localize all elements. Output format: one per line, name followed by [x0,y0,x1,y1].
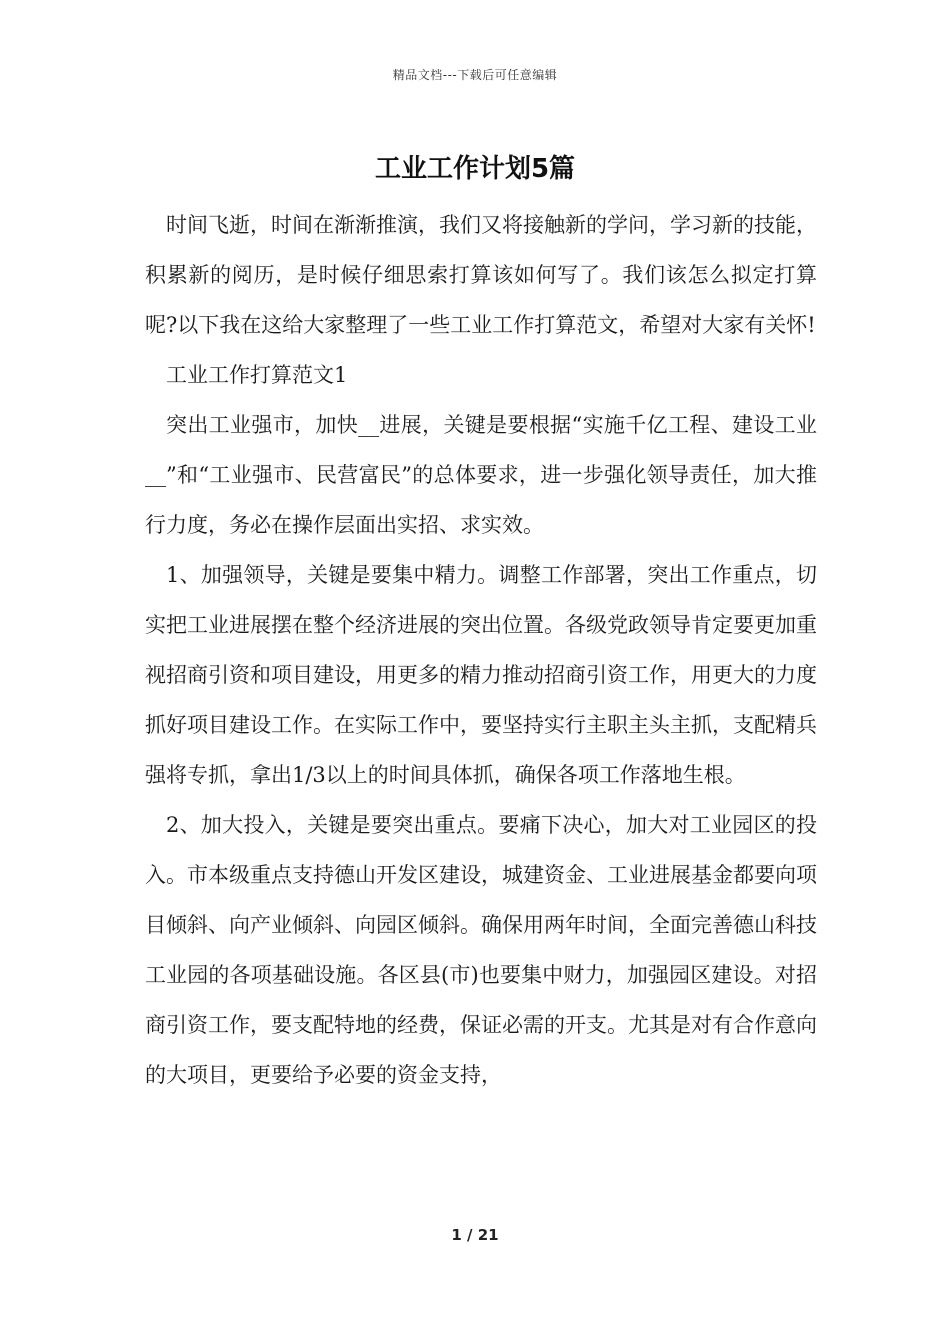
paragraph-point-2: 2、加大投入，关键是要突出重点。要痛下决心，加大对工业园区的投入。市本级重点支持德山开发区建设，城建资金、工业进展基金都要向项目倾斜、向产业倾斜、向园区倾斜。确保用两年时间，全面完善德山科技工业园的各项基础设施。各区县(市)也要集中财力，加强园区建设。对招商引资工作，要支配特地的经费，保证必需的开支。尤其是对有合作意向的大项目，更要给予必要的资金支持， [145,813,817,1087]
header-note: 精品文档---下载后可任意编辑 [392,68,558,82]
document-title: 工业工作计划5篇 [374,154,576,184]
page-number: 1 / 21 [451,1226,499,1244]
document-body [145,200,817,1100]
paragraph-section-heading: 工业工作打算范文1 [166,363,348,387]
paragraph-point-1: 1、加强领导，关键是要集中精力。调整工作部署，突出工作重点，切实把工业进展摆在整个经济进展的突出位置。各级党政领导肯定要更加重视招商引资和项目建设，用更多的精力推动招商引资工作，用更大的力度抓好项目建设工作。在实际工作中，要坚持实行主职主头主抓，支配精兵强将专抓，拿出1/3以上的时间具体抓，确保各项工作落地生根。 [145,563,817,787]
paragraph-intro: 时间飞逝，时间在渐渐推演，我们又将接触新的学问，学习新的技能，积累新的阅历，是时候仔细思索打算该如何写了。我们该怎么拟定打算呢?以下我在这给大家整理了一些工业工作打算范文，希望对大家有关怀! [145,213,817,337]
paragraph-overview: 突出工业强市，加快__进展，关键是要根据“实施千亿工程、建设工业__”和“工业强市、民营富民”的总体要求，进一步强化领导责任，加大推行力度，务必在操作层面出实招、求实效。 [145,413,817,537]
